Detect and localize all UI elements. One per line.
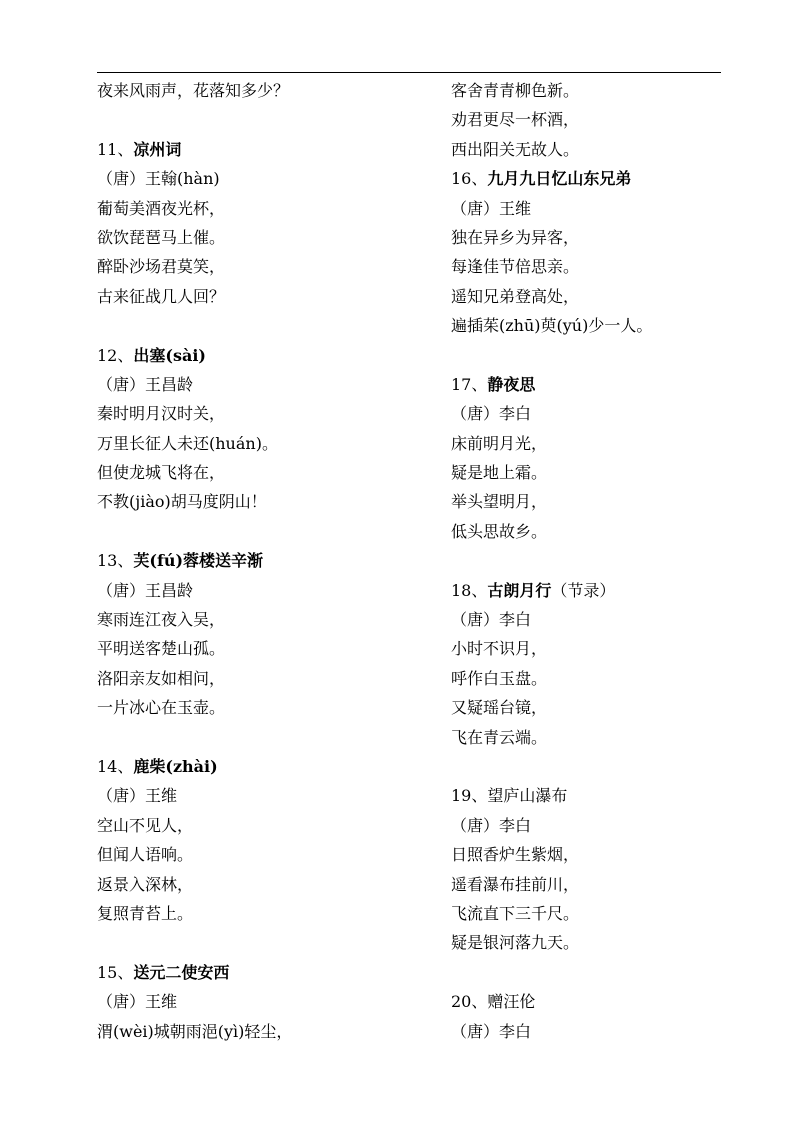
poem-line: （唐）王翰(hàn) bbox=[97, 169, 220, 189]
poem-line: 秦时明月汉时关， bbox=[97, 404, 226, 424]
poem-line: 不教(jiào)胡马度阴山！ bbox=[97, 492, 267, 512]
poem-title bbox=[97, 341, 427, 370]
poem-title-note: （节录） bbox=[551, 580, 616, 600]
poem-line: （唐）李白 bbox=[451, 404, 532, 424]
poem-title-text: 赠汪伦 bbox=[487, 992, 536, 1012]
poem-line: （唐）李白 bbox=[451, 1021, 532, 1041]
poem-title bbox=[451, 164, 781, 193]
poem-title bbox=[97, 546, 427, 575]
poem-line: 日照香炉生紫烟， bbox=[451, 845, 580, 865]
poem-line: 举头望明月， bbox=[451, 492, 548, 512]
poem-line: 渭(wèi)城朝雨浥(yì)轻尘， bbox=[97, 1021, 293, 1041]
poem-title bbox=[451, 781, 781, 810]
poem-number: 14、 bbox=[97, 756, 134, 776]
poem-line: 每逢佳节倍思亲。 bbox=[451, 257, 580, 277]
poem-line: 遍插茱(zhū)萸(yú)少一人。 bbox=[451, 316, 653, 336]
poem-line: 西出阳关无故人。 bbox=[451, 139, 580, 159]
poem-number: 11、 bbox=[97, 139, 134, 159]
blank-line bbox=[451, 958, 781, 987]
poem-number: 16、 bbox=[451, 169, 488, 189]
left-column bbox=[97, 76, 427, 1046]
blank-line bbox=[97, 928, 427, 957]
poem-line: （唐）王维 bbox=[97, 786, 178, 806]
poem-number: 12、 bbox=[97, 345, 134, 365]
poem-line: 夜来风雨声，花落知多少？ bbox=[97, 81, 290, 100]
poem-line: 一片冰心在玉壶。 bbox=[97, 698, 226, 718]
poem-title bbox=[97, 958, 427, 987]
poem-line: 疑是银河落九天。 bbox=[451, 933, 580, 953]
poem-line: 醉卧沙场君莫笑， bbox=[97, 257, 226, 277]
poem-number: 13、 bbox=[97, 551, 134, 571]
poem-line: 但使龙城飞将在， bbox=[97, 463, 226, 483]
poem-line: 空山不见人， bbox=[97, 815, 194, 835]
poem-number: 15、 bbox=[97, 962, 134, 982]
blank-line bbox=[97, 311, 427, 340]
blank-line bbox=[451, 752, 781, 781]
poem-line: 低头思故乡。 bbox=[451, 521, 548, 541]
poem-line: 客舍青青柳色新。 bbox=[451, 81, 580, 100]
poem-line: （唐）李白 bbox=[451, 815, 532, 835]
poem-line: 独在异乡为异客， bbox=[451, 227, 580, 247]
poem-title bbox=[451, 987, 781, 1016]
poem-title-text: 鹿柴(zhài) bbox=[133, 756, 218, 776]
poem-line: 遥知兄弟登高处， bbox=[451, 286, 580, 306]
blank-line bbox=[97, 723, 427, 752]
poem-title bbox=[97, 752, 427, 781]
poem-line: 床前明月光， bbox=[451, 433, 548, 453]
blank-line bbox=[97, 105, 427, 134]
poem-line: 又疑瑶台镜， bbox=[451, 698, 548, 718]
poem-line: 疑是地上霜。 bbox=[451, 463, 548, 483]
poem-title-text: 出塞(sài) bbox=[133, 345, 206, 365]
blank-line bbox=[451, 546, 781, 575]
poem-line: 欲饮琵琶马上催。 bbox=[97, 227, 226, 247]
poem-title-text: 芙(fú)蓉楼送辛渐 bbox=[133, 551, 264, 571]
poem-title bbox=[451, 370, 781, 399]
right-column bbox=[451, 76, 781, 1046]
poem-line: 寒雨连江夜入吴， bbox=[97, 610, 226, 630]
poem-line: （唐）王维 bbox=[97, 992, 178, 1012]
poem-line: 洛阳亲友如相问， bbox=[97, 668, 226, 688]
poem-number: 19、 bbox=[451, 786, 488, 806]
poem-title bbox=[451, 576, 781, 605]
poem-title-text: 九月九日忆山东兄弟 bbox=[487, 169, 632, 189]
poem-line: （唐）王昌龄 bbox=[97, 580, 194, 600]
poem-line: 但闻人语响。 bbox=[97, 845, 194, 865]
poem-line: （唐）李白 bbox=[451, 610, 532, 630]
poem-title bbox=[97, 135, 427, 164]
poem-line: 平明送客楚山孤。 bbox=[97, 639, 226, 659]
poem-line: 遥看瀑布挂前川， bbox=[451, 874, 580, 894]
poem-title-text: 静夜思 bbox=[487, 374, 536, 394]
poem-number: 18、 bbox=[451, 580, 488, 600]
poem-title-text: 送元二使安西 bbox=[133, 962, 230, 982]
poem-line: 复照青苔上。 bbox=[97, 903, 194, 923]
poem-line: 葡萄美酒夜光杯， bbox=[97, 198, 226, 218]
poem-line: 飞流直下三千尺。 bbox=[451, 903, 580, 923]
poem-number: 20、 bbox=[451, 992, 488, 1012]
poem-line: 古来征战几人回？ bbox=[97, 286, 226, 306]
poem-title-text: 望庐山瀑布 bbox=[487, 786, 568, 806]
blank-line bbox=[451, 341, 781, 370]
header-rule bbox=[97, 72, 721, 73]
blank-line bbox=[97, 517, 427, 546]
poem-title-text: 古朗月行 bbox=[487, 580, 552, 600]
poem-line: 万里长征人未还(huán)。 bbox=[97, 433, 278, 453]
poem-line: （唐）王维 bbox=[451, 198, 532, 218]
poem-line: 小时不识月， bbox=[451, 639, 548, 659]
poem-line: 返景入深林， bbox=[97, 874, 194, 894]
poem-title-text: 凉州词 bbox=[133, 139, 182, 159]
poem-line: （唐）王昌龄 bbox=[97, 374, 194, 394]
poem-number: 17、 bbox=[451, 374, 488, 394]
poem-line: 飞在青云端。 bbox=[451, 727, 548, 747]
poem-line: 呼作白玉盘。 bbox=[451, 668, 548, 688]
poem-line: 劝君更尽一杯酒， bbox=[451, 110, 580, 130]
